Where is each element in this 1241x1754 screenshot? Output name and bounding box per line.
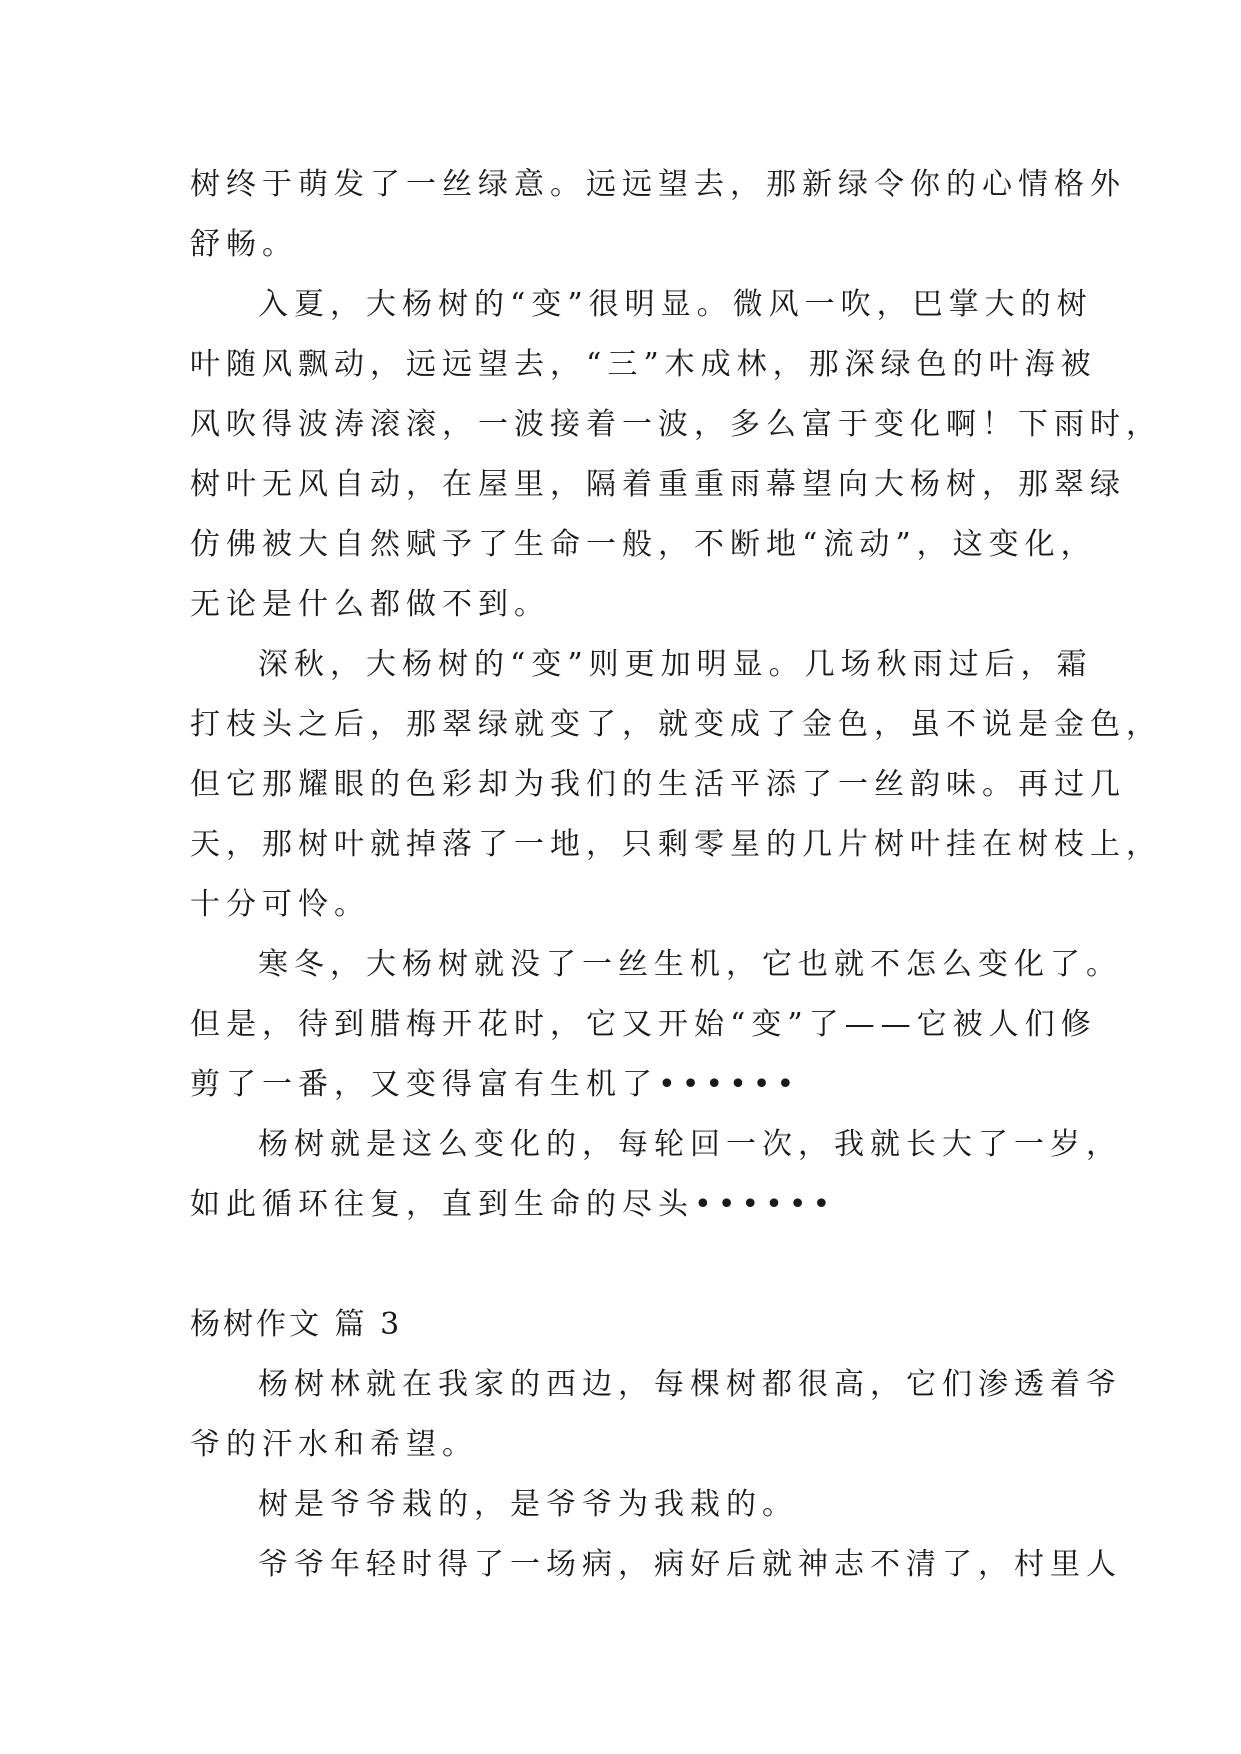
paragraph-start: 爷爷年轻时得了一场病，病好后就神志不清了，村里人 — [258, 1547, 1122, 1582]
text-line: 风吹得波涛滚滚，一波接着一波，多么富于变化啊！下雨时， — [190, 407, 1162, 442]
text-line: 打枝头之后，那翠绿就变了，就变成了金色，虽不说是金色， — [190, 707, 1162, 742]
text-line: 剪了一番，又变得富有生机了•••••• — [190, 1067, 801, 1102]
section-heading: 杨树作文 篇 3 — [190, 1307, 403, 1342]
paragraph-start: 寒冬，大杨树就没了一丝生机，它也就不怎么变化了。 — [258, 947, 1122, 982]
text-line: 无论是什么都做不到。 — [190, 587, 550, 622]
text-line: 但它那耀眼的色彩却为我们的生活平添了一丝韵味。再过几 — [190, 767, 1126, 802]
text-line: 树叶无风自动，在屋里，隔着重重雨幕望向大杨树，那翠绿 — [190, 467, 1126, 502]
paragraph-start: 深秋，大杨树的“变”则更加明显。几场秋雨过后，霜 — [258, 647, 1093, 682]
text-line: 爷的汗水和希望。 — [190, 1427, 478, 1462]
text-line: 舒畅。 — [190, 227, 298, 262]
text-line: 树终于萌发了一丝绿意。远远望去，那新绿令你的心情格外 — [190, 167, 1126, 202]
paragraph-start: 入夏，大杨树的“变”很明显。微风一吹，巴掌大的树 — [258, 287, 1093, 322]
text-line: 十分可怜。 — [190, 887, 370, 922]
text-line: 天，那树叶就掉落了一地，只剩零星的几片树叶挂在树枝上， — [190, 827, 1162, 862]
text-line: 仿佛被大自然赋予了生命一般，不断地“流动”，这变化， — [190, 527, 1097, 562]
text-line: 如此循环往复，直到生命的尽头•••••• — [190, 1187, 837, 1222]
paragraph-start: 杨树林就在我家的西边，每棵树都很高，它们渗透着爷 — [258, 1367, 1122, 1402]
text-line: 但是，待到腊梅开花时，它又开始“变”了——它被人们修 — [190, 1007, 1097, 1042]
paragraph-start: 杨树就是这么变化的，每轮回一次，我就长大了一岁， — [258, 1127, 1122, 1162]
text-line: 叶随风飘动，远远望去，“三”木成林，那深绿色的叶海被 — [190, 347, 1097, 382]
paragraph-start: 树是爷爷栽的，是爷爷为我栽的。 — [258, 1487, 798, 1522]
